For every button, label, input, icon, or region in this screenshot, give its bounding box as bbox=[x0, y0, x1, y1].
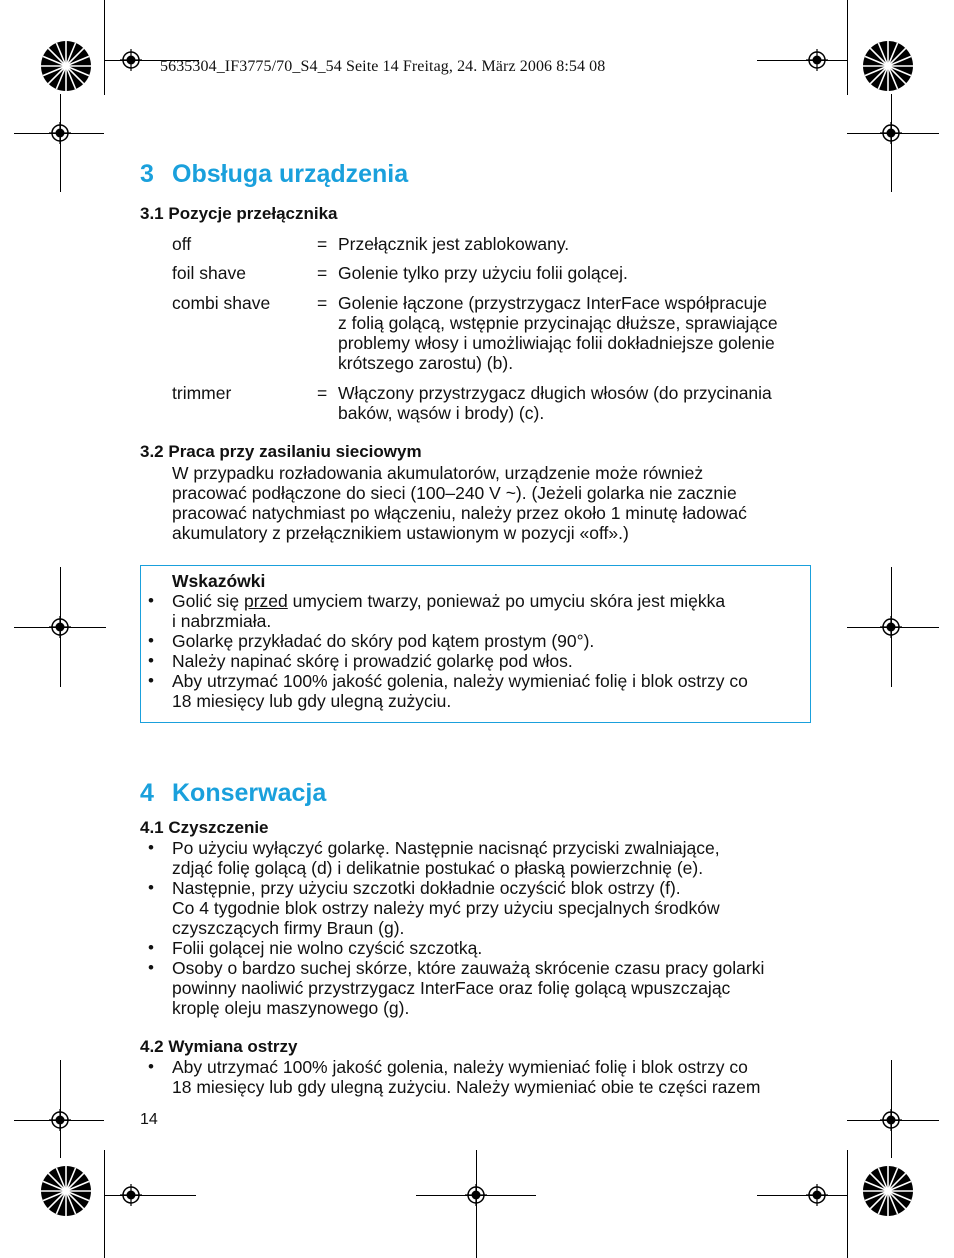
term: trimmer bbox=[172, 383, 232, 403]
starburst-target-icon bbox=[862, 40, 914, 92]
paragraph-line: pracować natychmiast po włączeniu, należy przez około 1 minutę ładować bbox=[172, 503, 747, 523]
term: off bbox=[172, 234, 192, 254]
crop-line bbox=[847, 0, 848, 95]
tip-text: umyciem twarzy, ponieważ po umyciu skóra jest miękka bbox=[287, 591, 726, 611]
equals-sign: = bbox=[317, 293, 328, 313]
list-item-line: Co 4 tygodnie blok ostrzy należy myć przy użyciu specjalnych środków bbox=[172, 898, 720, 918]
registration-mark-icon bbox=[465, 1184, 487, 1206]
list-item-line: zdjąć folię golącą (d) i delikatnie postukać o płaską powierzchnię (e). bbox=[172, 858, 704, 878]
list-item-line: Osoby o bardzo suchej skórze, które zauważą skrócenie czasu pracy golarki bbox=[172, 958, 765, 978]
tips-heading: Wskazówki bbox=[172, 571, 266, 591]
bullet-icon: • bbox=[148, 878, 154, 897]
bullet-icon: • bbox=[148, 651, 154, 670]
print-slug: 5635304_IF3775/70_S4_54 Seite 14 Freitag, 24. März 2006 8:54 08 bbox=[160, 58, 606, 75]
paragraph-line: pracować podłączone do sieci (100–240 V ~). (Jeżeli golarka nie zacznie bbox=[172, 483, 737, 503]
tip-line: i nabrzmiała. bbox=[172, 611, 272, 631]
definition-line: Golenie tylko przy użyciu folii golącej. bbox=[338, 263, 628, 283]
registration-mark-icon bbox=[49, 122, 71, 144]
list-item-line: czyszczących firmy Braun (g). bbox=[172, 918, 405, 938]
list-item-line: kroplę oleju maszynowego (g). bbox=[172, 998, 410, 1018]
definition-line: krótszego zarostu) (b). bbox=[338, 353, 514, 373]
section-number: 3 bbox=[140, 160, 154, 188]
subsection-4-1-heading: 4.1 Czyszczenie bbox=[140, 818, 269, 837]
definition-line: Przełącznik jest zablokowany. bbox=[338, 234, 570, 254]
bullet-icon: • bbox=[148, 958, 154, 977]
bullet-icon: • bbox=[148, 671, 154, 690]
equals-sign: = bbox=[317, 263, 328, 283]
registration-mark-icon bbox=[880, 1109, 902, 1131]
registration-mark-icon bbox=[880, 616, 902, 638]
bullet-icon: • bbox=[148, 938, 154, 957]
list-item-line: Folii golącej nie wolno czyścić szczotką. bbox=[172, 938, 483, 958]
equals-sign: = bbox=[317, 234, 328, 254]
tip-line: Należy napinać skórę i prowadzić golarkę pod włos. bbox=[172, 651, 573, 671]
subsection-4-2-heading: 4.2 Wymiana ostrzy bbox=[140, 1037, 298, 1056]
definition-line: Golenie łączone (przystrzygacz InterFace współpracuje bbox=[338, 293, 767, 313]
registration-mark-icon bbox=[806, 49, 828, 71]
list-item-line: powinny naoliwić przystrzygacz InterFace oraz folię golącą wpuszczając bbox=[172, 978, 731, 998]
registration-mark-icon bbox=[120, 1184, 142, 1206]
definition-line: z folią golącą, wstępnie przycinając dłuższe, sprawiające bbox=[338, 313, 778, 333]
registration-mark-icon bbox=[880, 122, 902, 144]
list-item-line: Po użyciu wyłączyć golarkę. Następnie nacisnąć przyciski zwalniające, bbox=[172, 838, 720, 858]
list-item-line: Aby utrzymać 100% jakość golenia, należy wymieniać folię i blok ostrzy co bbox=[172, 1057, 748, 1077]
tip-text: Golić się bbox=[172, 591, 244, 611]
crop-line bbox=[847, 1150, 848, 1258]
bullet-icon: • bbox=[148, 631, 154, 650]
crop-line bbox=[104, 0, 105, 95]
tip-line: Golarkę przykładać do skóry pod kątem prostym (90°). bbox=[172, 631, 595, 651]
section-4-heading bbox=[140, 779, 326, 808]
page-number: 14 bbox=[140, 1111, 158, 1128]
bullet-icon: • bbox=[148, 838, 154, 857]
registration-mark-icon bbox=[49, 616, 71, 638]
definition-line: baków, wąsów i brody) (c). bbox=[338, 403, 545, 423]
registration-mark-icon bbox=[806, 1184, 828, 1206]
crop-line bbox=[104, 1195, 196, 1196]
underlined-word: przed bbox=[243, 591, 288, 611]
bullet-icon: • bbox=[148, 591, 154, 610]
paragraph-line: akumulatory z przełącznikiem ustawionym w pozycji «off».) bbox=[172, 523, 629, 543]
section-title: Konserwacja bbox=[172, 779, 327, 807]
starburst-target-icon bbox=[862, 1165, 914, 1217]
subsection-3-1-heading: 3.1 Pozycje przełącznika bbox=[140, 204, 338, 223]
term: combi shave bbox=[172, 293, 271, 313]
registration-mark-icon bbox=[49, 1109, 71, 1131]
subsection-3-2-heading: 3.2 Praca przy zasilaniu sieciowym bbox=[140, 442, 422, 461]
crop-line bbox=[757, 60, 847, 61]
section-number: 4 bbox=[140, 779, 154, 807]
bullet-icon: • bbox=[148, 1057, 154, 1076]
crop-line bbox=[757, 1195, 847, 1196]
tip-line bbox=[172, 591, 725, 611]
section-3-heading bbox=[140, 160, 408, 189]
tip-line: Aby utrzymać 100% jakość golenia, należy wymieniać folię i blok ostrzy co bbox=[172, 671, 748, 691]
list-item-line: 18 miesięcy lub gdy ulegną zużyciu. Należy wymieniać obie te części razem bbox=[172, 1077, 761, 1097]
tip-line: 18 miesięcy lub gdy ulegną zużyciu. bbox=[172, 691, 452, 711]
starburst-target-icon bbox=[40, 1165, 92, 1217]
registration-mark-icon bbox=[120, 49, 142, 71]
section-title: Obsługa urządzenia bbox=[172, 160, 409, 188]
crop-line bbox=[104, 1150, 105, 1258]
definition-line: Włączony przystrzygacz długich włosów (do przycinania bbox=[338, 383, 772, 403]
definition-line: problemy włosy i umożliwiając folii dokładniejsze golenie bbox=[338, 333, 775, 353]
equals-sign: = bbox=[317, 383, 328, 403]
list-item-line: Następnie, przy użyciu szczotki dokładnie oczyścić blok ostrzy (f). bbox=[172, 878, 681, 898]
paragraph-line: W przypadku rozładowania akumulatorów, urządzenie może również bbox=[172, 463, 704, 483]
term: foil shave bbox=[172, 263, 246, 283]
starburst-target-icon bbox=[40, 40, 92, 92]
